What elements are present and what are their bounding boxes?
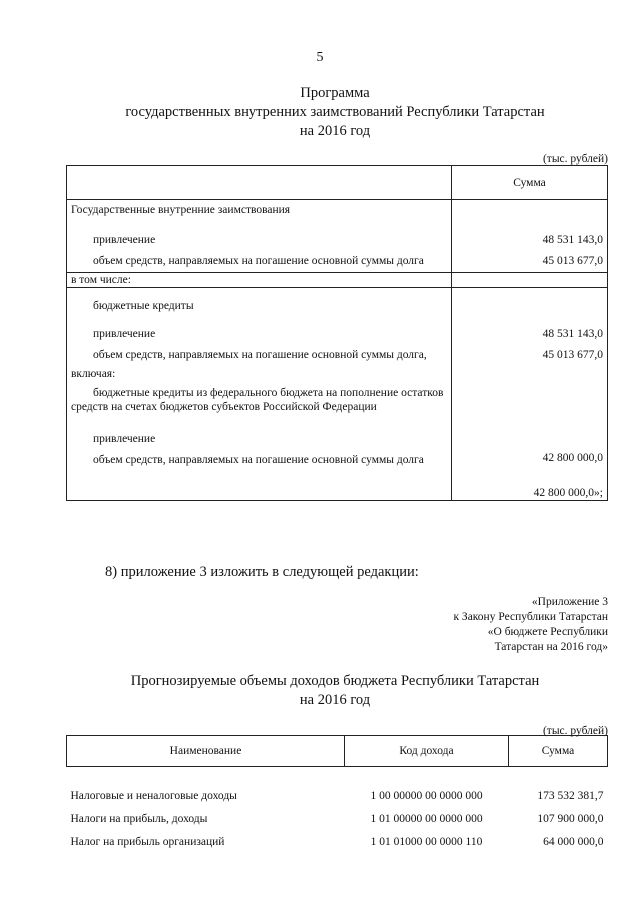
program-title-line-3: на 2016 год bbox=[299, 123, 371, 139]
revenues-title-line-1: Прогнозируемые объемы доходов бюджета Республики Татарстан bbox=[130, 673, 540, 689]
budget-credits-label: бюджетные кредиты bbox=[93, 300, 194, 312]
row-code: 1 01 00000 00 0000 000 bbox=[370, 813, 483, 825]
header-name-cell bbox=[67, 166, 452, 200]
header-sum: Сумма bbox=[509, 736, 608, 767]
revenues-units: (тыс. рублей) bbox=[542, 725, 608, 737]
row-name: Налоги на прибыль, доходы bbox=[70, 813, 208, 825]
table-header-row bbox=[67, 166, 608, 200]
row-sum: 173 532 381,7 bbox=[537, 790, 604, 802]
program-title bbox=[0, 84, 640, 141]
row-sum: 107 900 000,0 bbox=[537, 813, 604, 825]
fed-repay-label: объем средств, направляемых на погашение основной суммы долга bbox=[93, 454, 424, 466]
bc-attract-label: привлечение bbox=[93, 328, 156, 340]
section-title: Государственные внутренние заимствования bbox=[71, 204, 291, 216]
fed-repay-value: 42 800 000,0»; bbox=[533, 487, 603, 499]
header-name: Наименование bbox=[67, 736, 345, 767]
revenues-title bbox=[0, 672, 640, 710]
attract-label: привлечение bbox=[93, 234, 156, 246]
attract-value: 48 531 143,0 bbox=[542, 234, 603, 246]
row-name: Налоговые и неналоговые доходы bbox=[70, 790, 237, 802]
credits-sum-cell bbox=[452, 288, 608, 501]
table-row bbox=[67, 200, 608, 273]
bc-repay-value: 45 013 677,0 bbox=[542, 349, 603, 361]
row-sum: 64 000 000,0 bbox=[543, 836, 604, 848]
fed-attract-label: привлечение bbox=[93, 433, 156, 445]
section-cell bbox=[67, 200, 452, 273]
revenues-header-row bbox=[67, 736, 608, 767]
federal-credits-label: бюджетные кредиты из федерального бюджета на пополнение остатков средств на счетах бюджетов субъектов Российской Федерации bbox=[71, 387, 444, 413]
program-title-line-1: Программа bbox=[300, 85, 370, 101]
including-sum-cell bbox=[452, 273, 608, 288]
appendix-line-1: «Приложение 3 bbox=[531, 596, 608, 608]
repay-label: объем средств, направляемых на погашение основной суммы долга bbox=[93, 255, 424, 267]
table-row bbox=[67, 288, 608, 501]
borrowing-program-table bbox=[66, 165, 608, 501]
bc-attract-value: 48 531 143,0 bbox=[542, 328, 603, 340]
table-row bbox=[67, 273, 608, 288]
appendix-line-4: Татарстан на 2016 год» bbox=[494, 641, 608, 653]
header-sum-cell: Сумма bbox=[452, 166, 608, 200]
including-2-label: включая: bbox=[71, 368, 116, 380]
revenues-table bbox=[66, 735, 608, 848]
bc-repay-label: объем средств, направляемых на погашение основной суммы долга, bbox=[93, 349, 427, 361]
including-label: в том числе: bbox=[67, 273, 452, 288]
repay-value: 45 013 677,0 bbox=[542, 255, 603, 267]
fed-attract-value: 42 800 000,0 bbox=[542, 452, 603, 464]
header-code: Код дохода bbox=[345, 736, 509, 767]
table-row bbox=[67, 825, 608, 848]
row-name: Налог на прибыль организаций bbox=[70, 836, 225, 848]
table-row bbox=[67, 779, 608, 802]
row-code: 1 00 00000 00 0000 000 bbox=[370, 790, 483, 802]
paragraph-8: 8) приложение 3 изложить в следующей редакции: bbox=[105, 564, 419, 580]
appendix-reference bbox=[453, 595, 608, 655]
table-row bbox=[67, 802, 608, 825]
row-code: 1 01 01000 00 0000 110 bbox=[370, 836, 483, 848]
appendix-line-2: к Закону Республики Татарстан bbox=[453, 611, 608, 623]
page-number: 5 bbox=[316, 50, 324, 65]
section-sum-cell bbox=[452, 200, 608, 273]
program-title-line-2: государственных внутренних заимствований Республики Татарстан bbox=[125, 104, 545, 120]
program-units: (тыс. рублей) bbox=[542, 153, 608, 165]
credits-cell bbox=[67, 288, 452, 501]
appendix-line-3: «О бюджете Республики bbox=[487, 626, 608, 638]
revenues-title-line-2: на 2016 год bbox=[299, 692, 371, 708]
